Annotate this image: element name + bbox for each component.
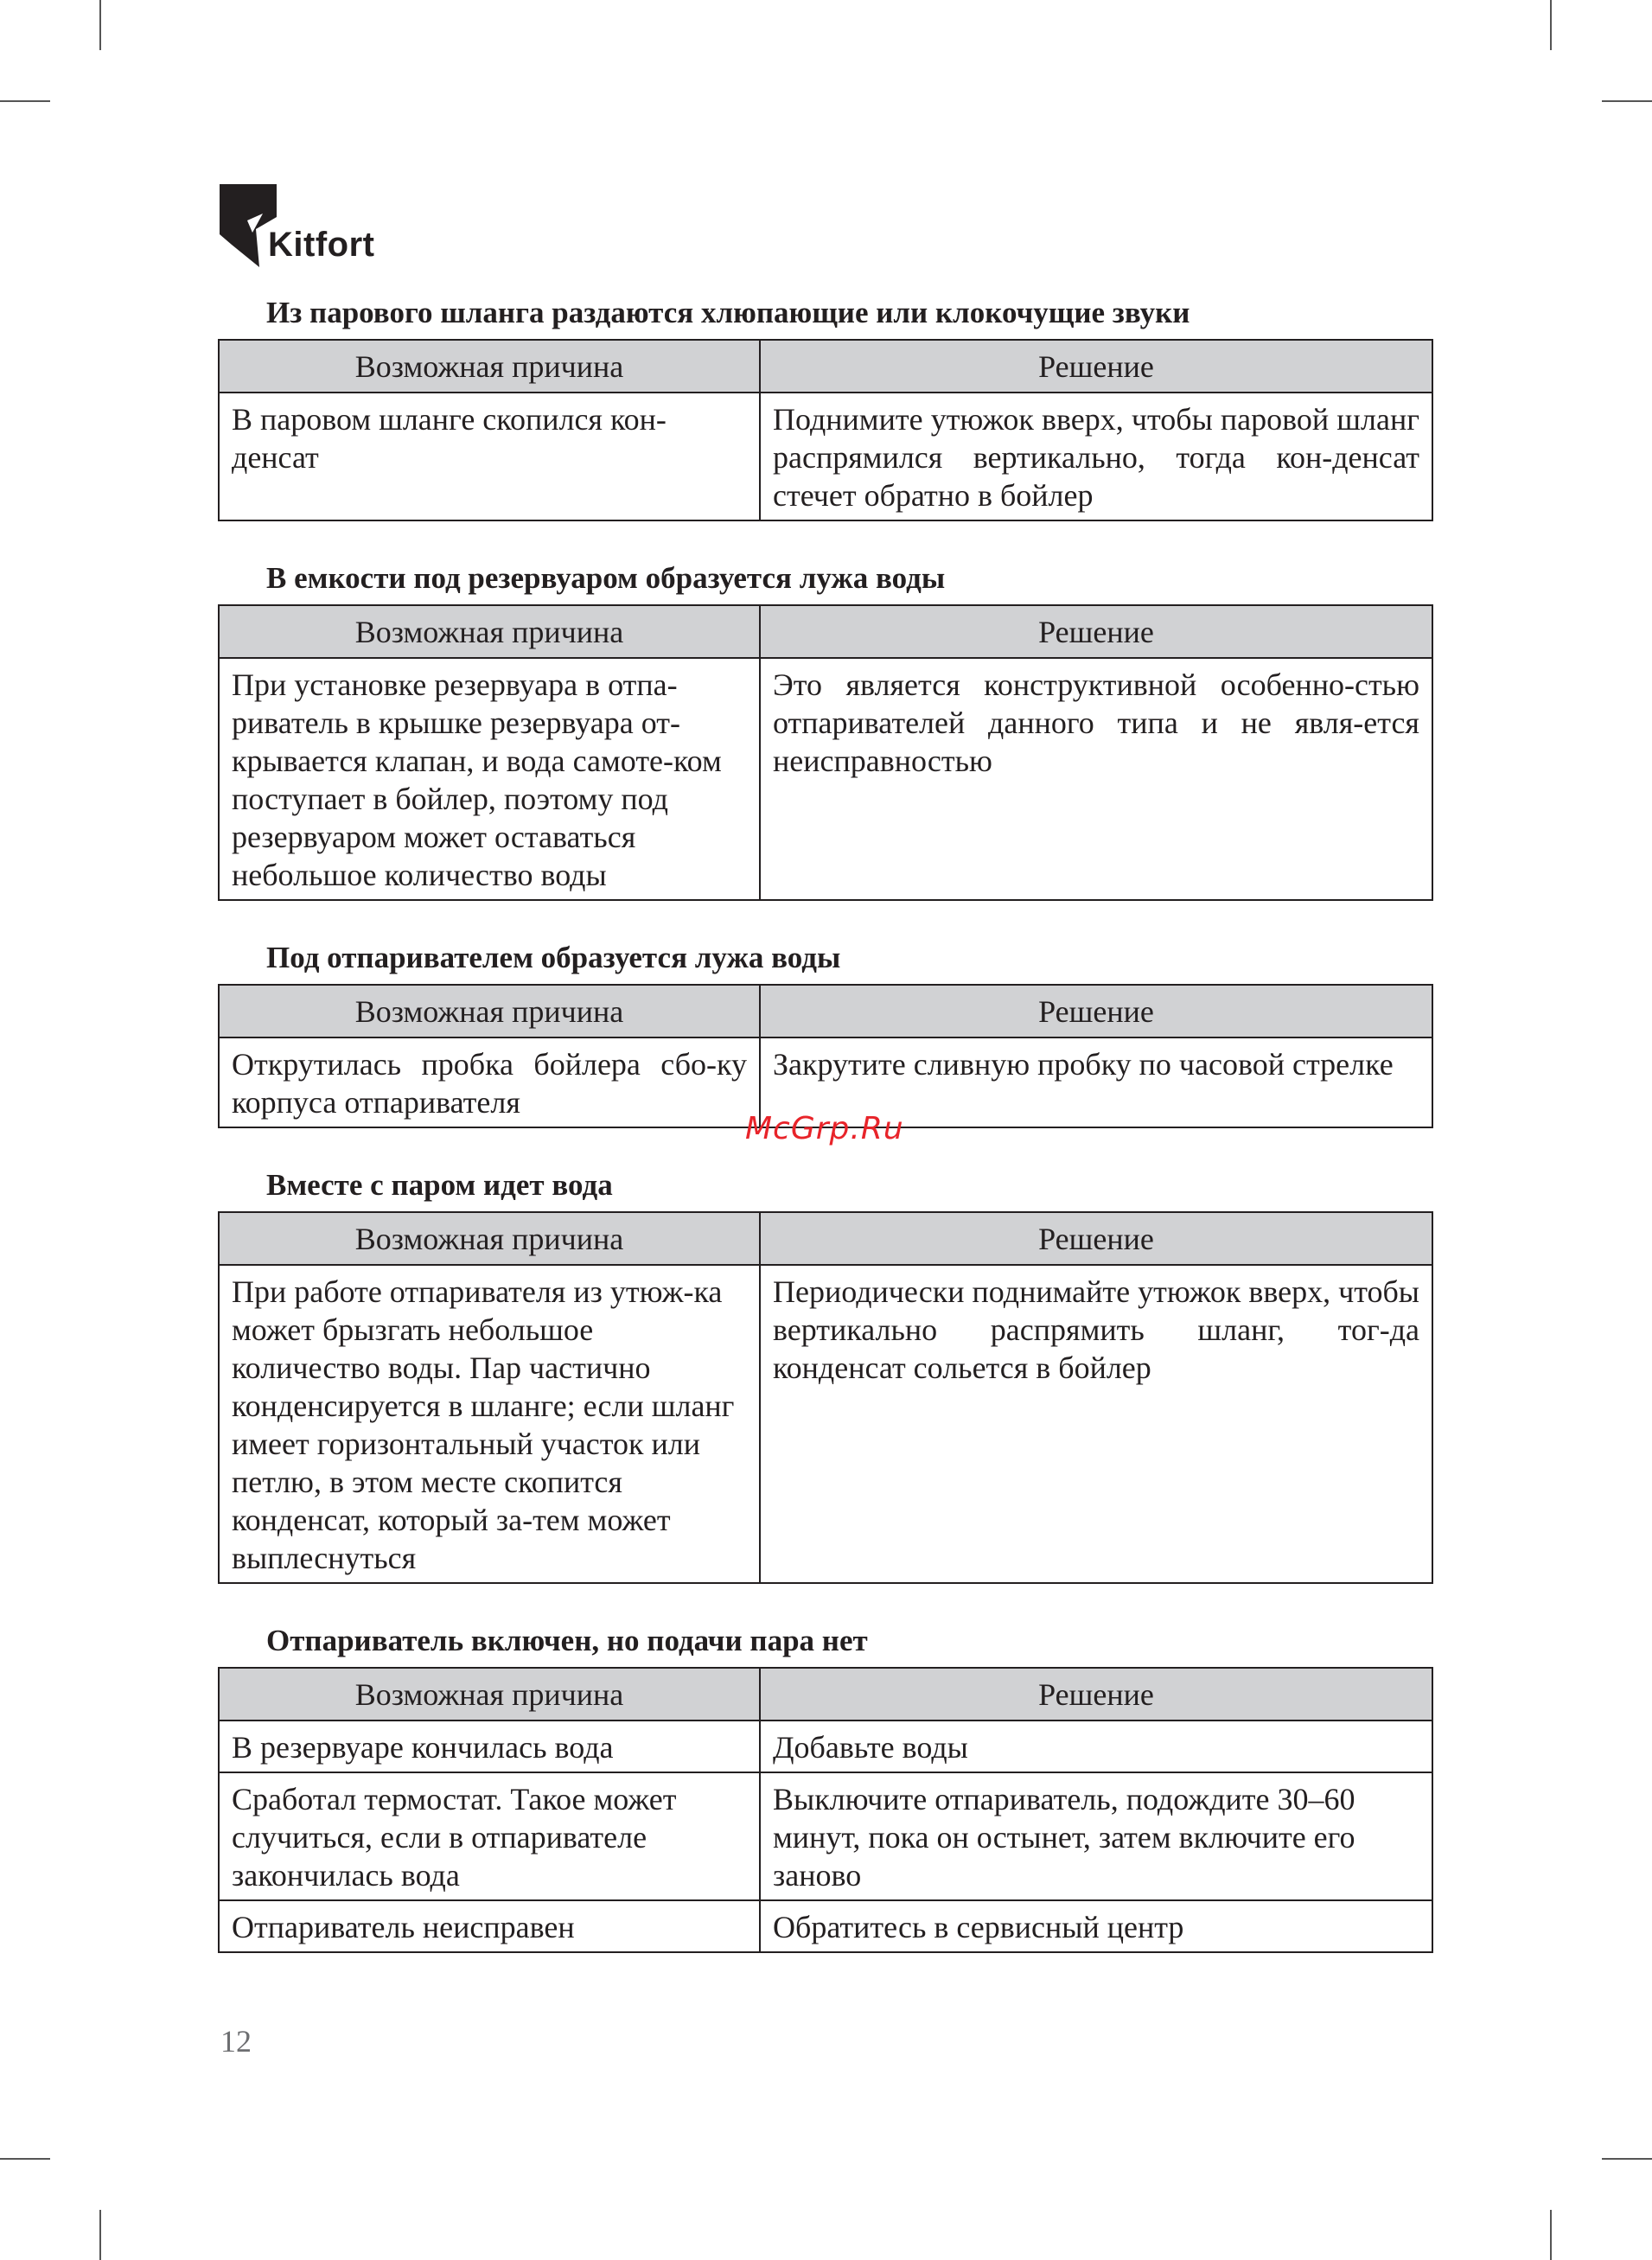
solution-header: Решение	[760, 1668, 1432, 1721]
table-header-row	[219, 605, 1432, 658]
solution-cell: Добавьте воды	[760, 1721, 1432, 1772]
solution-cell: Это является конструктивной особенно-стью отпаривателей данного типа и не явля-ется неисправностью	[760, 658, 1432, 900]
section-title: Из парового шланга раздаются хлюпающие или клокочущие звуки	[266, 296, 1190, 329]
table-row	[219, 1772, 1432, 1900]
cause-header: Возможная причина	[219, 605, 760, 658]
crop-mark	[99, 0, 101, 50]
solution-header: Решение	[760, 985, 1432, 1037]
cause-cell: Открутилась пробка бойлера сбо-ку корпуса отпаривателя	[219, 1037, 760, 1127]
troubleshooting-table	[218, 984, 1433, 1128]
cause-cell: В резервуаре кончилась вода	[219, 1721, 760, 1772]
crop-mark	[0, 100, 50, 102]
brand-logo	[218, 184, 391, 271]
cause-cell: При установке резервуара в отпа-риватель в крышке резервуара от-крывается клапан, и вода самоте-ком поступает в бойлер, поэтому под резервуаром может оставаться небольшое количество воды	[219, 658, 760, 900]
table-header-row	[219, 985, 1432, 1037]
troubleshooting-table	[218, 604, 1433, 901]
table-row	[219, 1721, 1432, 1772]
table-row	[219, 1265, 1432, 1583]
cause-cell: При работе отпаривателя из утюж-ка может брызгать небольшое количество воды. Пар частично конденсируется в шланге; если шланг имеет горизонтальный участок или петлю, в этом месте скопится конденсат, который за-тем может выплеснуться	[219, 1265, 760, 1583]
crop-mark	[99, 2210, 101, 2260]
solution-header: Решение	[760, 1212, 1432, 1265]
crop-mark	[0, 2158, 50, 2160]
crop-mark	[1602, 100, 1652, 102]
page-number: 12	[220, 2024, 252, 2059]
troubleshooting-table	[218, 1667, 1433, 1953]
table-row	[219, 393, 1432, 520]
section-title: Вместе с паром идет вода	[266, 1168, 613, 1202]
troubleshooting-table	[218, 339, 1433, 521]
table-header-row	[219, 340, 1432, 393]
solution-header: Решение	[760, 605, 1432, 658]
table-header-row	[219, 1668, 1432, 1721]
solution-header: Решение	[760, 340, 1432, 393]
cause-cell: В паровом шланге скопился кон-денсат	[219, 393, 760, 520]
section-title: Под отпаривателем образуется лужа воды	[266, 941, 841, 974]
cause-header: Возможная причина	[219, 1212, 760, 1265]
watermark-text: McGrp.Ru	[745, 1111, 904, 1146]
brand-name: Kitfort	[268, 226, 375, 264]
solution-cell: Закрутите сливную пробку по часовой стрелке	[760, 1037, 1432, 1127]
table-row	[219, 658, 1432, 900]
cause-header: Возможная причина	[219, 1668, 760, 1721]
cause-header: Возможная причина	[219, 340, 760, 393]
section-title: Отпариватель включен, но подачи пара нет	[266, 1624, 868, 1657]
cause-cell: Отпариватель неисправен	[219, 1900, 760, 1952]
solution-cell: Периодически поднимайте утюжок вверх, чтобы вертикально распрямить шланг, тог-да конденсат сольется в бойлер	[760, 1265, 1432, 1583]
crop-mark	[1550, 2210, 1552, 2260]
crop-mark	[1602, 2158, 1652, 2160]
table-header-row	[219, 1212, 1432, 1265]
solution-cell: Выключите отпариватель, подождите 30–60 минут, пока он остынет, затем включите его заново	[760, 1772, 1432, 1900]
cause-header: Возможная причина	[219, 985, 760, 1037]
solution-cell: Обратитесь в сервисный центр	[760, 1900, 1432, 1952]
section-title: В емкости под резервуаром образуется лужа воды	[266, 561, 946, 595]
cause-cell: Сработал термостат. Такое может случиться, если в отпаривателе закончилась вода	[219, 1772, 760, 1900]
solution-cell: Поднимите утюжок вверх, чтобы паровой шланг распрямился вертикально, тогда кон-денсат стечет обратно в бойлер	[760, 393, 1432, 520]
troubleshooting-table	[218, 1211, 1433, 1584]
crop-mark	[1550, 0, 1552, 50]
table-row	[219, 1900, 1432, 1952]
